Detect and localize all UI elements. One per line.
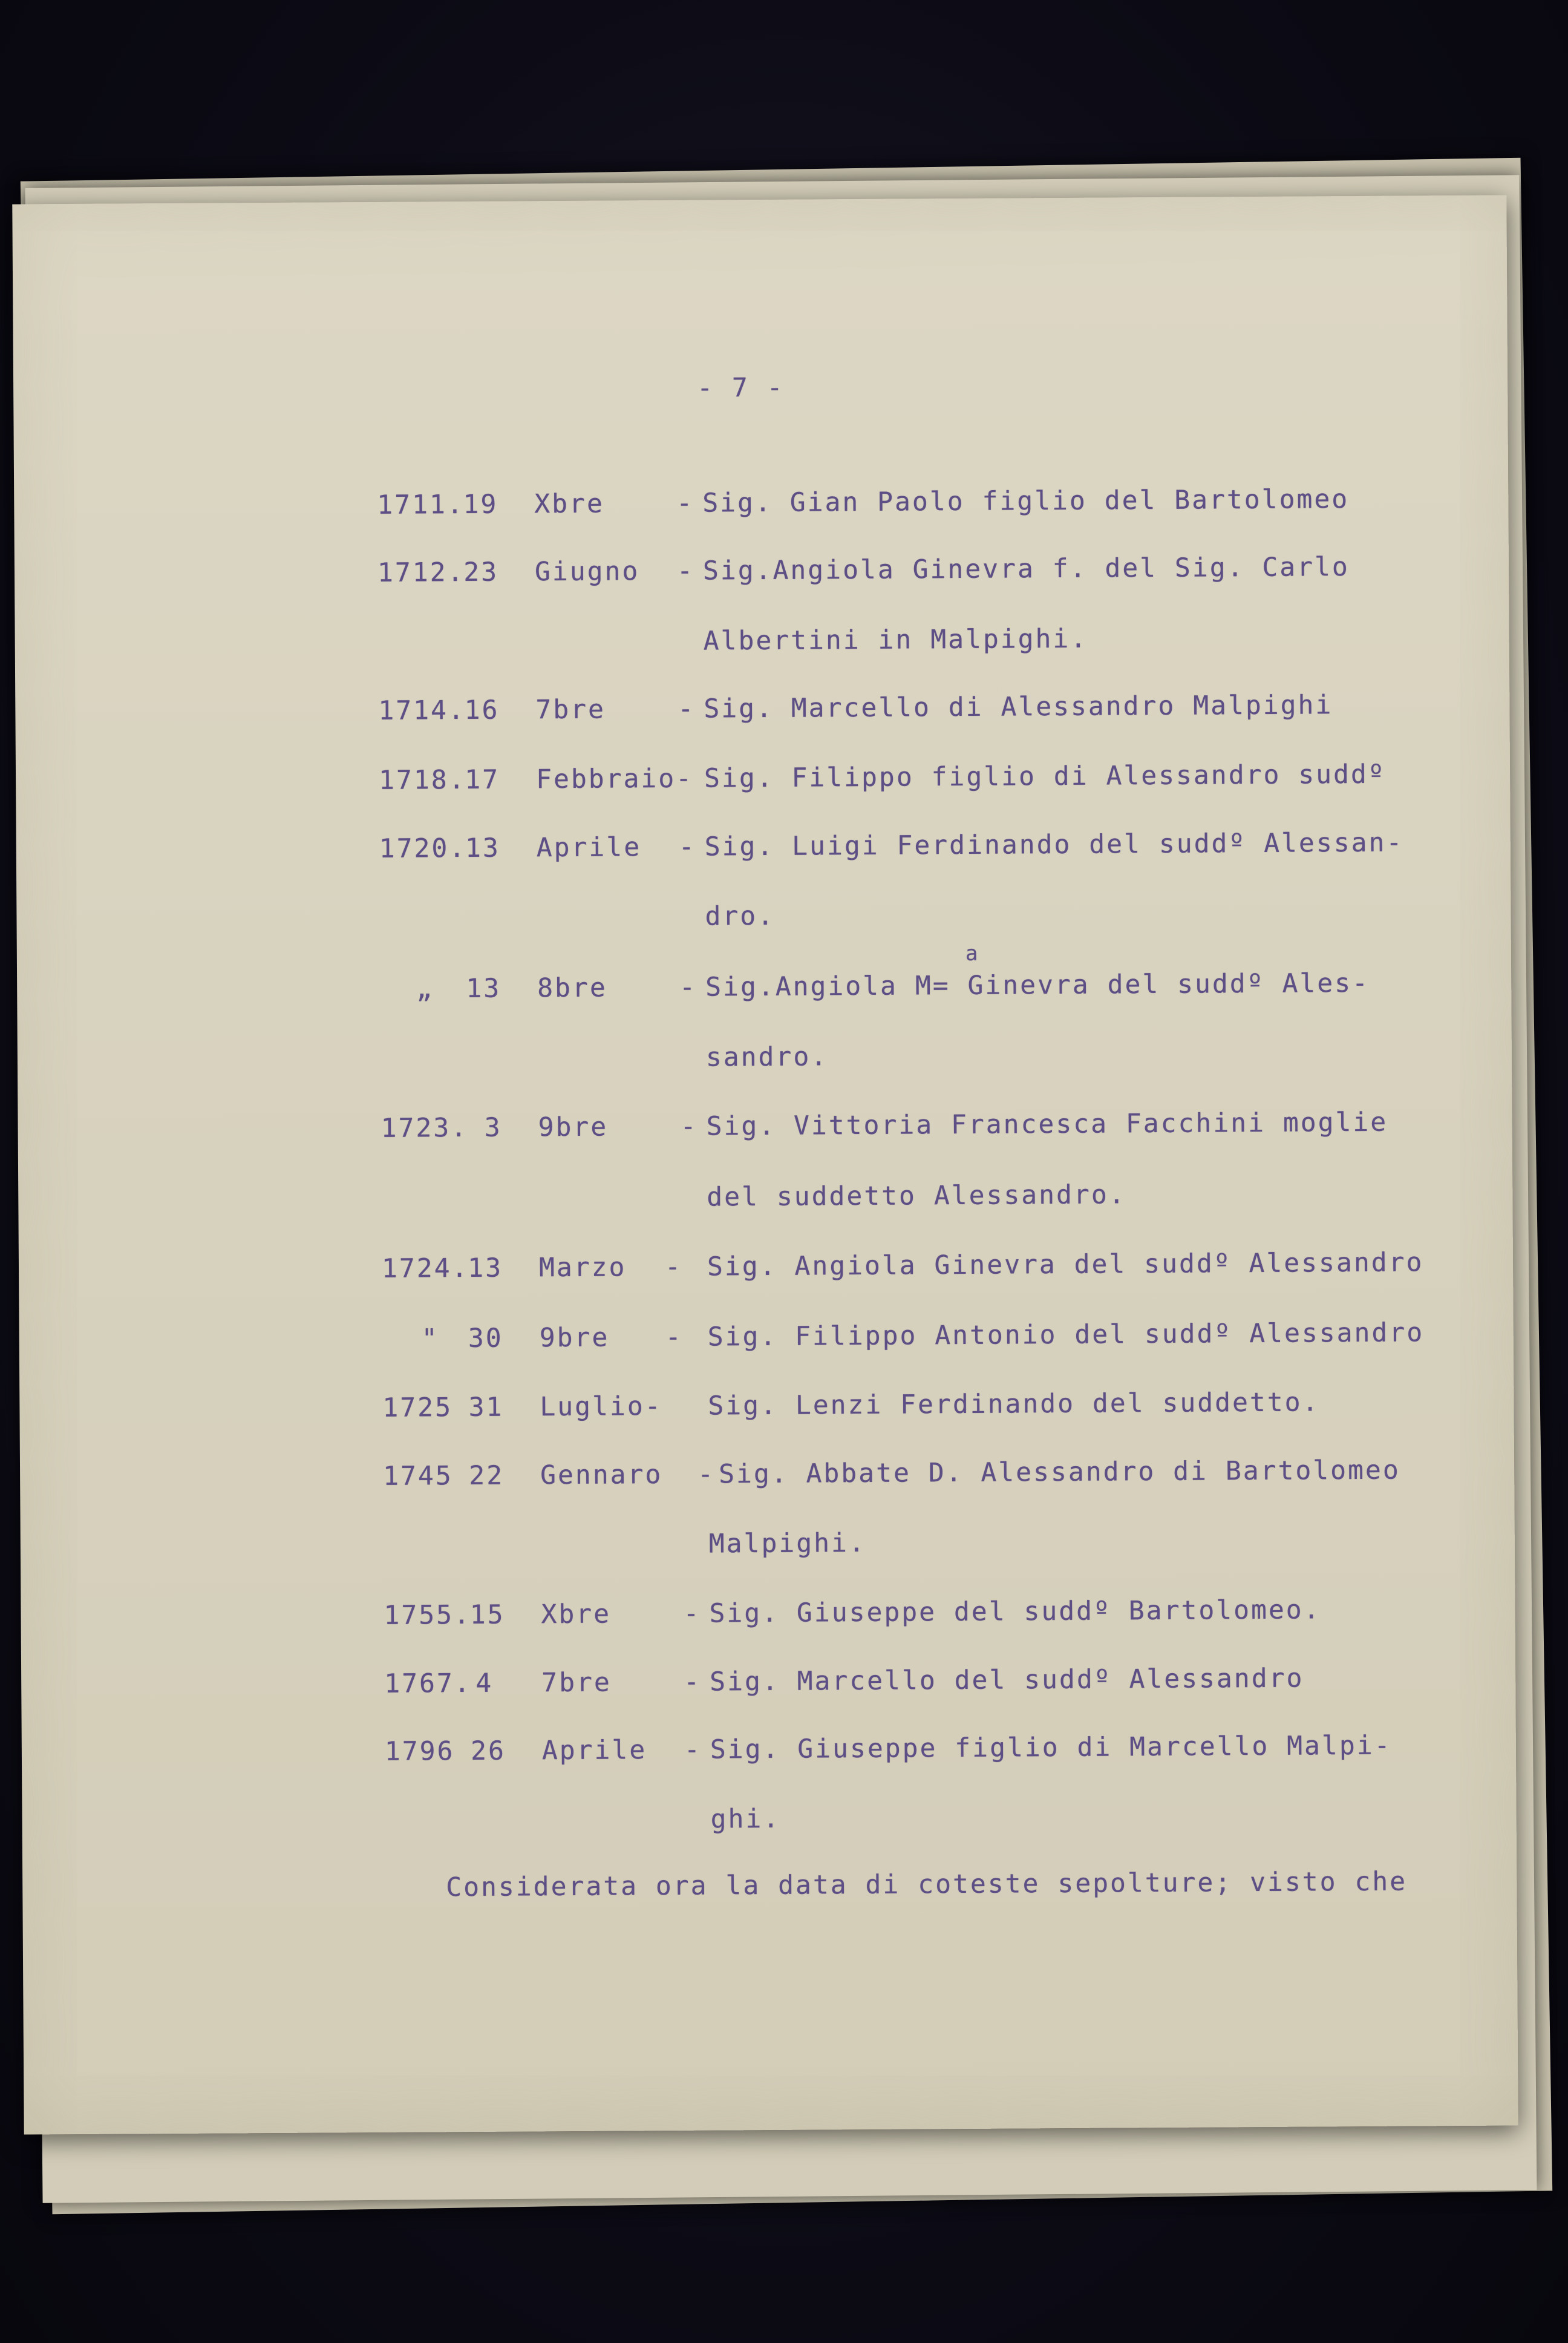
entry-name: Sig. Gian Paolo figlio del Bartolomeo bbox=[702, 484, 1350, 519]
entry-day: 23 bbox=[463, 557, 499, 588]
entry-day: 3 bbox=[484, 1112, 502, 1143]
entry-month: Aprile bbox=[536, 832, 642, 863]
entry-day: 19 bbox=[463, 489, 498, 520]
entry-name: Sig. Vittoria Francesca Facchini moglie bbox=[706, 1107, 1388, 1142]
entry-month: Gennaro bbox=[540, 1460, 663, 1491]
closing-sentence: Considerata ora la data di coteste sepolture; visto che bbox=[446, 1866, 1408, 1903]
entry-month: Luglio- bbox=[540, 1391, 662, 1423]
entry-dash: - bbox=[665, 1322, 683, 1353]
entry-name: Sig. Lenzi Ferdinando del suddetto. bbox=[708, 1387, 1320, 1421]
entry-day: 22 bbox=[469, 1460, 505, 1492]
entry-name: Sig.Angiola M= Ginevra del suddº Ales- bbox=[705, 968, 1370, 1003]
entry-day: 13 bbox=[466, 973, 501, 1004]
entry-year: 1725 bbox=[382, 1392, 453, 1423]
entry-day: 13 bbox=[468, 1253, 503, 1284]
entry-month: 7bre bbox=[535, 694, 606, 726]
entry-continuation: ghi. bbox=[710, 1803, 781, 1835]
entry-month: Febbraio- bbox=[535, 763, 694, 795]
entry-day: 30 bbox=[468, 1323, 503, 1354]
typed-page bbox=[12, 195, 1518, 2134]
entry-name: Sig. Luigi Ferdinando del suddº Alessan- bbox=[704, 827, 1404, 862]
entry-name: Sig. Giuseppe figlio di Marcello Malpi- bbox=[710, 1730, 1392, 1765]
entry-month: Xbre bbox=[541, 1599, 612, 1630]
entry-dash: - bbox=[683, 1598, 701, 1629]
entry-dash: - bbox=[679, 972, 697, 1003]
entry-day: 13 bbox=[465, 833, 500, 864]
entry-continuation: Malpighi. bbox=[708, 1527, 866, 1559]
entry-day: 26 bbox=[470, 1735, 506, 1766]
entry-year: 1745 bbox=[382, 1461, 453, 1492]
entry-year: 1796 bbox=[384, 1736, 455, 1767]
entry-month: 8bre bbox=[537, 972, 607, 1004]
entry-name: Sig. Giuseppe del suddº Bartolomeo. bbox=[709, 1594, 1321, 1629]
entry-dash: - bbox=[678, 693, 696, 724]
entry-continuation: dro. bbox=[705, 900, 776, 932]
entry-dash: - bbox=[684, 1666, 702, 1697]
entry-month: 7bre bbox=[541, 1667, 612, 1699]
entry-year: 1720. bbox=[379, 833, 467, 864]
entry-year: 1711. bbox=[377, 490, 465, 520]
entry-dash: - bbox=[664, 1251, 683, 1283]
entry-year: 1767. bbox=[384, 1668, 472, 1699]
entry-dash: - bbox=[680, 1111, 698, 1142]
entry-name: Sig. Marcello del suddº Alessandro bbox=[710, 1663, 1304, 1697]
entry-year-ditto: „ bbox=[416, 974, 434, 1004]
entry-name: Sig. Filippo figlio di Alessandro suddº bbox=[704, 759, 1386, 794]
entry-year: 1714. bbox=[378, 695, 466, 726]
entry-day: 17 bbox=[465, 764, 500, 796]
entry-name: Sig.Angiola Ginevra f. del Sig. Carlo bbox=[702, 552, 1350, 586]
entry-dash: - bbox=[676, 555, 695, 586]
entry-day: 15 bbox=[469, 1599, 505, 1630]
entry-dash: - bbox=[684, 1734, 702, 1765]
entry-month: Aprile bbox=[541, 1735, 647, 1766]
entry-month: Xbre bbox=[534, 488, 605, 520]
entry-dash: - bbox=[697, 1459, 716, 1490]
entry-name: Sig. Abbate D. Alessandro di Bartolomeo bbox=[718, 1455, 1400, 1490]
entry-month: 9bre bbox=[539, 1322, 610, 1354]
entry-day: 31 bbox=[468, 1392, 504, 1423]
entry-name: Sig. Angiola Ginevra del suddº Alessandro bbox=[707, 1247, 1424, 1282]
entry-day: 4 bbox=[475, 1668, 494, 1699]
entry-continuation: del suddetto Alessandro. bbox=[707, 1179, 1126, 1213]
entry-year: 1724. bbox=[381, 1253, 469, 1284]
entry-month: Marzo bbox=[538, 1252, 627, 1283]
superscript-a: a bbox=[965, 941, 979, 966]
entry-year: 1723. bbox=[381, 1112, 469, 1144]
entry-name: Sig. Filippo Antonio del suddº Alessandro bbox=[707, 1317, 1425, 1352]
entry-year-ditto: " bbox=[421, 1323, 439, 1354]
entry-name: Sig. Marcello di Alessandro Malpighi bbox=[704, 690, 1333, 724]
entry-year: 1712. bbox=[377, 557, 465, 588]
entry-year: 1755. bbox=[384, 1599, 472, 1631]
entry-year: 1718. bbox=[378, 765, 466, 796]
entry-continuation: Albertini in Malpighi. bbox=[703, 623, 1088, 657]
entry-day: 16 bbox=[464, 695, 500, 726]
entry-continuation: sandro. bbox=[705, 1041, 829, 1073]
page-number: - 7 - bbox=[697, 372, 785, 404]
entry-month: Giugno bbox=[534, 556, 640, 588]
entry-dash: - bbox=[676, 488, 694, 519]
entry-month: 9bre bbox=[538, 1112, 609, 1143]
entry-dash: - bbox=[678, 831, 696, 862]
